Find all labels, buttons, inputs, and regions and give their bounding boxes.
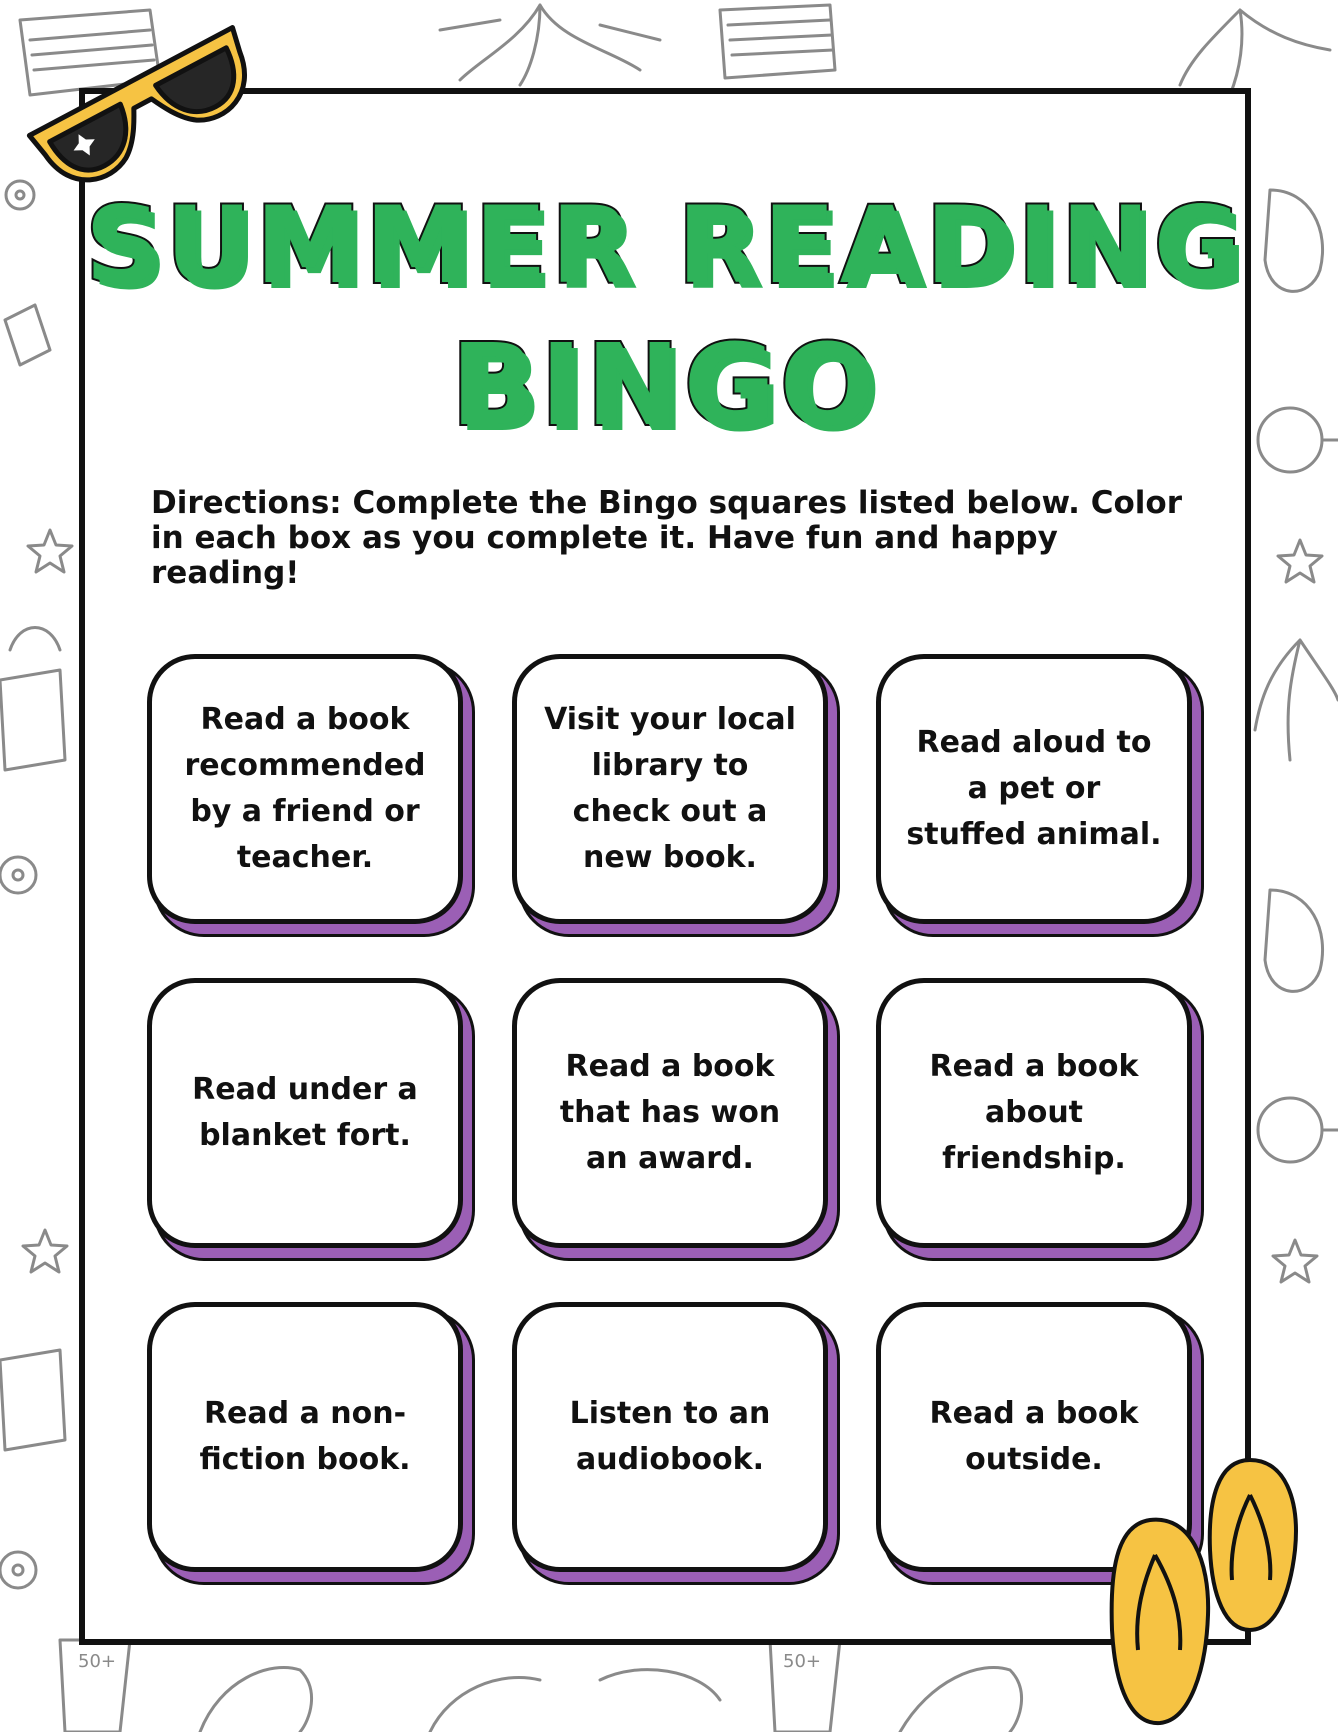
sunglasses-icon (10, 8, 280, 208)
bingo-square[interactable] (512, 1302, 828, 1572)
starfish-icon (1278, 540, 1322, 582)
bingo-square-text: Read a book that has won an award. (559, 1049, 781, 1176)
sunglasses-icon (1258, 1098, 1338, 1162)
flip-flops-icon (1265, 190, 1323, 991)
starfish-icon (23, 1230, 67, 1272)
title-line-1: SUMMER READING (85, 184, 1245, 307)
bingo-sheet (79, 88, 1251, 1645)
title-line-2: BINGO (451, 321, 879, 451)
bingo-square-text: Listen to an audiobook. (569, 1396, 771, 1477)
bingo-square[interactable] (147, 1302, 463, 1572)
sunglasses-icon (1258, 408, 1338, 472)
beach-bag-icon (0, 1350, 65, 1450)
bingo-square[interactable] (876, 654, 1192, 924)
bingo-square[interactable] (876, 978, 1192, 1248)
bingo-square-text: Read aloud to a pet or stuffed animal. (906, 725, 1162, 852)
bingo-square-text: Visit your local library to check out a new book. (544, 702, 796, 875)
bingo-square[interactable] (147, 978, 463, 1248)
flower-icon (0, 1552, 36, 1588)
palm-tree-icon (440, 5, 660, 85)
bingo-square-text: Read a book about friendship. (929, 1049, 1139, 1176)
palm-tree-icon (1180, 10, 1330, 95)
sunscreen-label: 50+ (783, 1651, 821, 1672)
bingo-square[interactable] (512, 978, 828, 1248)
bingo-square-text: Read under a blanket fort. (192, 1072, 418, 1153)
bingo-square-text: Read a book recommended by a friend or teacher. (184, 702, 426, 875)
bingo-square-text: Read a book outside. (929, 1396, 1139, 1477)
directions-text: Directions: Complete the Bingo squares listed below. Color in each box as you complete it. Have fun and happy reading! (151, 485, 1182, 591)
bingo-square-text: Read a non-fiction book. (199, 1396, 411, 1477)
flip-flops-icon (1100, 1455, 1320, 1730)
beach-bag-icon (0, 628, 65, 771)
palm-tree-icon (200, 1668, 1022, 1732)
flower-icon (0, 857, 36, 893)
beach-bag-icon (720, 5, 835, 78)
palm-tree-icon (1255, 640, 1338, 760)
bingo-square[interactable] (147, 654, 463, 924)
bingo-square[interactable] (512, 654, 828, 924)
starfish-icon (1273, 1240, 1317, 1282)
sunscreen-icon (5, 305, 50, 365)
sunscreen-label: 50+ (78, 1651, 116, 1672)
starfish-icon (28, 530, 72, 572)
